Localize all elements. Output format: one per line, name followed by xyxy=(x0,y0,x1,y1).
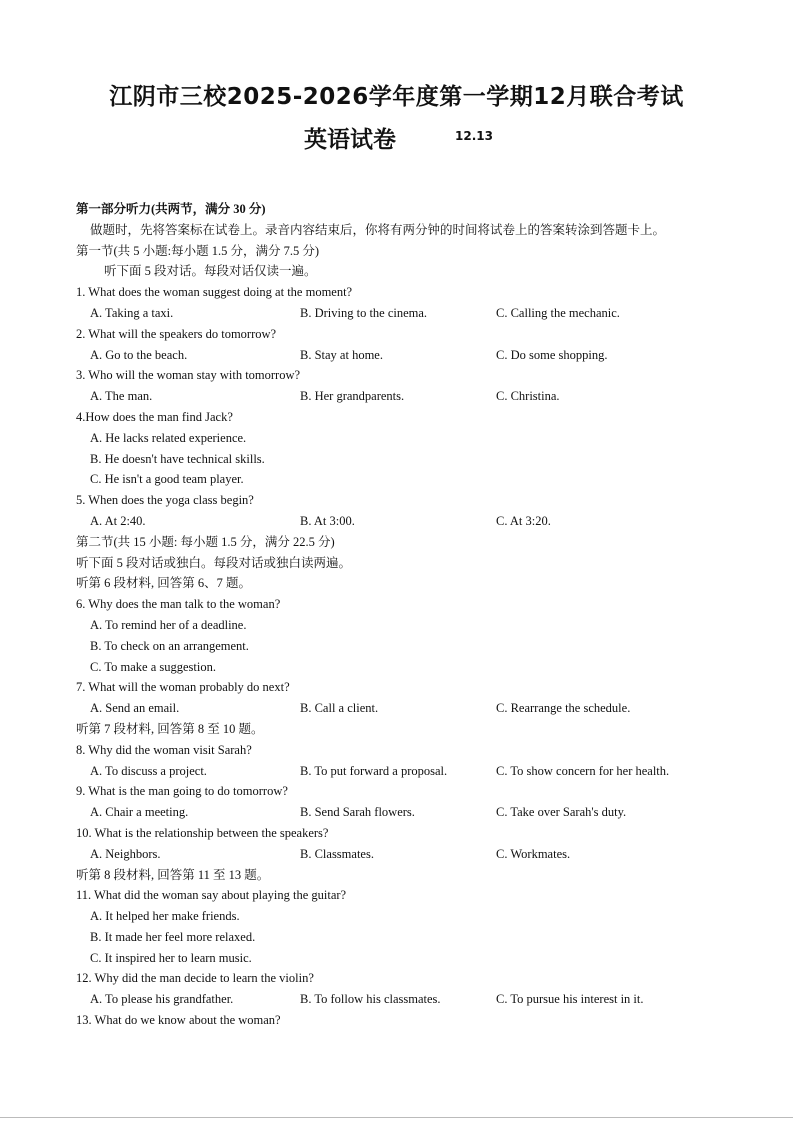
option-b: B. He doesn't have technical skills. xyxy=(90,451,265,466)
option-b: B. Send Sarah flowers. xyxy=(300,805,415,820)
part1-instruction: 做题时，先将答案标在试卷上。录音内容结束后，你将有两分钟的时间将试卷上的答案转涂到答题卡上。 xyxy=(90,222,666,237)
option-c: C. At 3:20. xyxy=(496,513,551,528)
option-c: C. Workmates. xyxy=(496,846,571,861)
material-7-note: 听第 7 段材料, 回答第 8 至 10 题。 xyxy=(76,721,264,736)
section1-instruction: 听下面 5 段对话。每段对话仅读一遍。 xyxy=(104,264,317,279)
question-12: 12. Why did the man decide to learn the violin? xyxy=(76,971,314,986)
options-row xyxy=(76,345,736,366)
options-row xyxy=(76,802,736,823)
option-b: B. Her grandparents. xyxy=(300,389,405,404)
title-term: 学年度第一学期 xyxy=(368,83,534,110)
question-13: 13. What do we know about the woman? xyxy=(76,1013,281,1028)
option-c: C. Do some shopping. xyxy=(496,347,608,362)
option-a: A. At 2:40. xyxy=(90,513,146,528)
section2-instruction: 听下面 5 段对话或独白。每段对话或独白读两遍。 xyxy=(76,555,352,570)
option-b: B. To check on an arrangement. xyxy=(90,638,249,653)
option-c: C. Take over Sarah's duty. xyxy=(496,805,627,820)
option-c: C. It inspired her to learn music. xyxy=(90,950,252,965)
options-row xyxy=(76,844,736,865)
material-6-note: 听第 6 段材料, 回答第 6、7 题。 xyxy=(76,576,252,591)
question-11: 11. What did the woman say about playing the guitar? xyxy=(76,888,347,903)
option-c: C. To make a suggestion. xyxy=(90,659,216,674)
option-b: B. Classmates. xyxy=(300,846,374,861)
option-c: C. He isn't a good team player. xyxy=(90,472,244,487)
option-a: A. To discuss a project. xyxy=(90,763,207,778)
question-9: 9. What is the man going to do tomorrow? xyxy=(76,784,288,799)
option-b: B. At 3:00. xyxy=(300,513,355,528)
section2-heading: 第二节(共 15 小题: 每小题 1.5 分，满分 22.5 分) xyxy=(76,534,335,549)
option-c: C. Rearrange the schedule. xyxy=(496,701,631,716)
question-10: 10. What is the relationship between the speakers? xyxy=(76,825,329,840)
question-1: 1. What does the woman suggest doing at the moment? xyxy=(76,285,353,300)
option-b: B. Stay at home. xyxy=(300,347,383,362)
option-b: B. To follow his classmates. xyxy=(300,992,441,1007)
option-a: A. Go to the beach. xyxy=(90,347,188,362)
options-row xyxy=(76,698,736,719)
option-b: B. It made her feel more relaxed. xyxy=(90,929,256,944)
title-year: 2025-2026 xyxy=(226,84,369,110)
options-row xyxy=(76,761,736,782)
option-a: A. Send an email. xyxy=(90,701,180,716)
exam-date: 12.13 xyxy=(455,129,493,143)
option-a: A. To please his grandfather. xyxy=(90,992,234,1007)
option-b: B. Call a client. xyxy=(300,701,379,716)
option-c: C. To show concern for her health. xyxy=(496,763,670,778)
exam-title xyxy=(0,78,793,111)
option-a: A. The man. xyxy=(90,389,153,404)
option-b: B. Driving to the cinema. xyxy=(300,305,428,320)
option-a: A. Chair a meeting. xyxy=(90,805,189,820)
listening-section xyxy=(76,199,736,1031)
question-6: 6. Why does the man talk to the woman? xyxy=(76,597,281,612)
options-row xyxy=(76,511,736,532)
section1-heading: 第一节(共 5 小题:每小题 1.5 分，满分 7.5 分) xyxy=(76,243,320,258)
part1-heading: 第一部分听力(共两节，满分 30 分) xyxy=(76,202,266,216)
option-b: B. To put forward a proposal. xyxy=(300,763,448,778)
title-school: 江阴市三校 xyxy=(109,83,227,110)
question-7: 7. What will the woman probably do next? xyxy=(76,680,290,695)
option-a: A. He lacks related experience. xyxy=(90,430,247,445)
option-a: A. Neighbors. xyxy=(90,846,161,861)
option-a: A. It helped her make friends. xyxy=(90,909,240,924)
question-3: 3. Who will the woman stay with tomorrow? xyxy=(76,368,301,383)
option-c: C. Calling the mechanic. xyxy=(496,305,620,320)
question-5: 5. When does the yoga class begin? xyxy=(76,493,254,508)
question-8: 8. Why did the woman visit Sarah? xyxy=(76,742,252,757)
option-a: A. Taking a taxi. xyxy=(90,305,174,320)
option-a: A. To remind her of a deadline. xyxy=(90,617,247,632)
options-row xyxy=(76,303,736,324)
material-8-note: 听第 8 段材料, 回答第 11 至 13 题。 xyxy=(76,867,270,882)
title-month: 12 xyxy=(533,84,567,110)
exam-subject-title: 英语试卷 xyxy=(304,126,396,153)
option-c: C. Christina. xyxy=(496,389,560,404)
page-bottom-rule xyxy=(0,1117,793,1118)
question-2: 2. What will the speakers do tomorrow? xyxy=(76,326,277,341)
title-exam: 月联合考试 xyxy=(566,83,684,110)
option-c: C. To pursue his interest in it. xyxy=(496,992,644,1007)
options-row xyxy=(76,989,736,1010)
options-row xyxy=(76,386,736,407)
question-4: 4.How does the man find Jack? xyxy=(76,409,233,424)
